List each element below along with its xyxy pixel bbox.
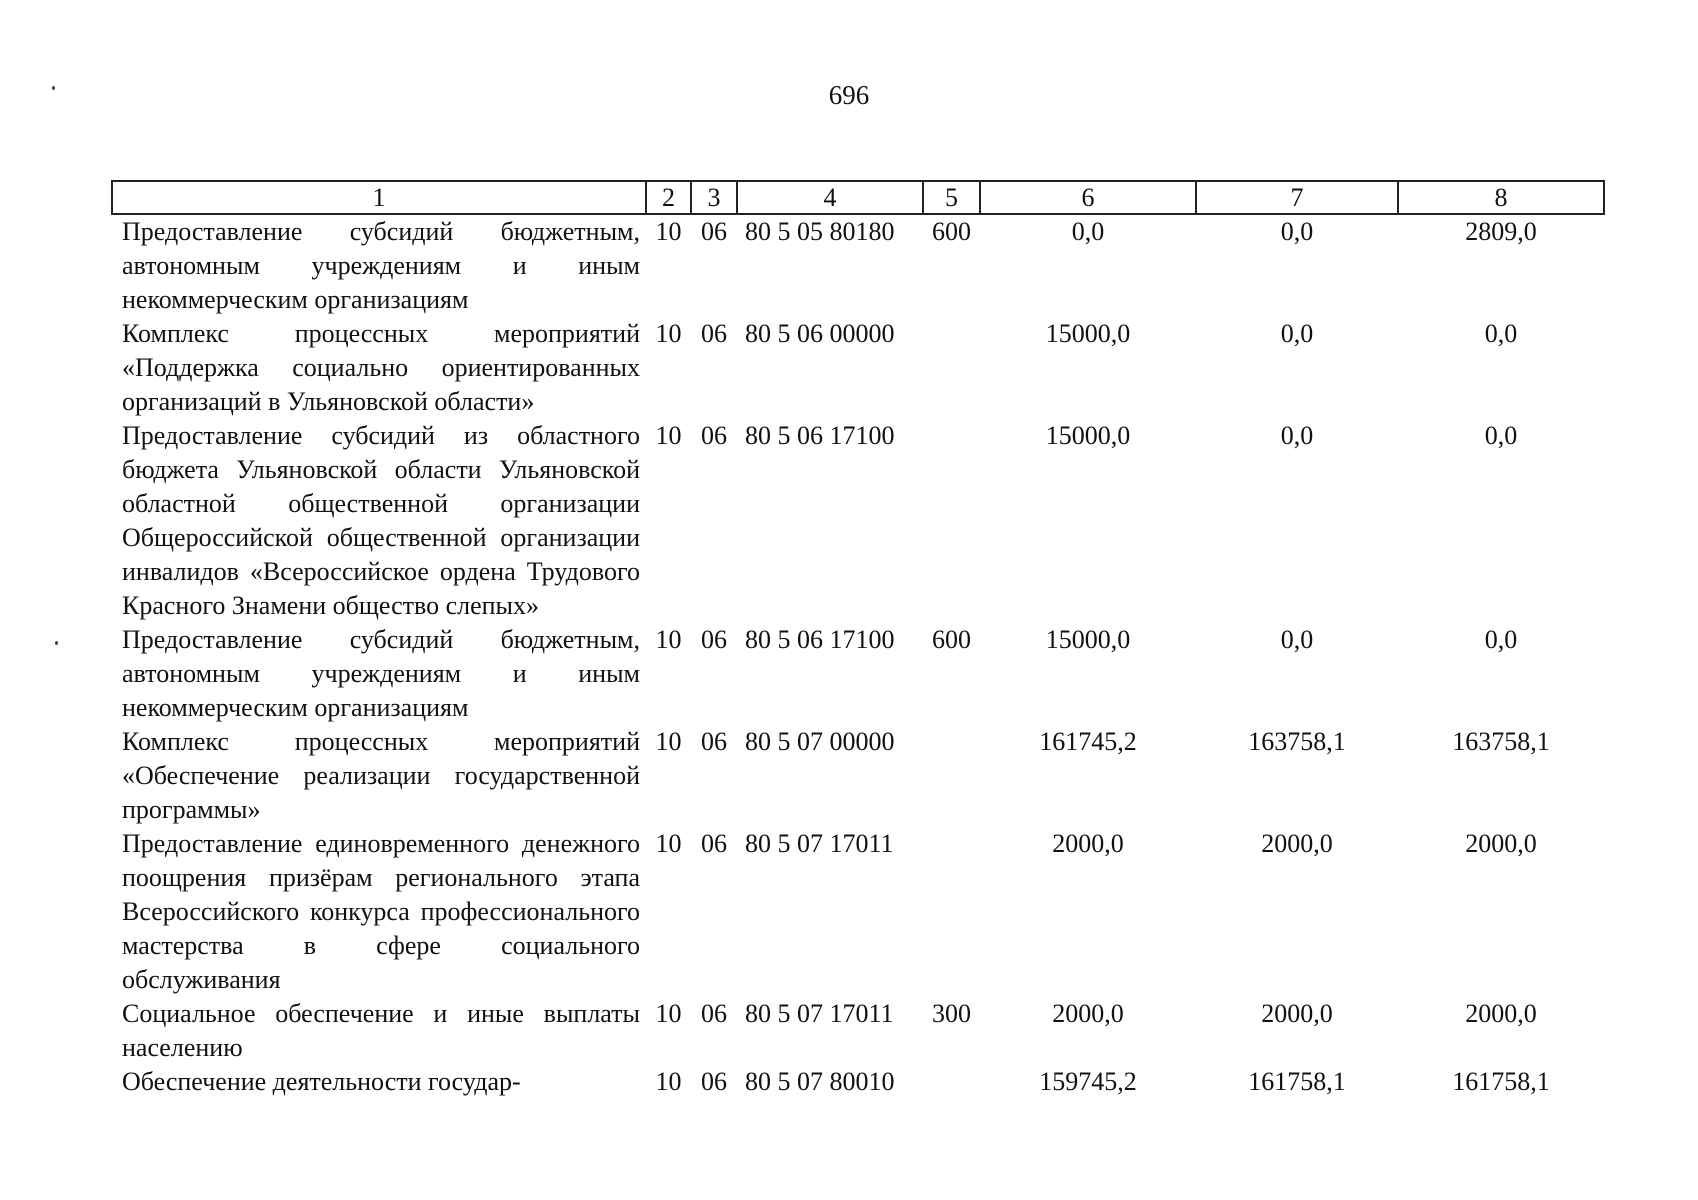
row-amount-7: 2000,0 (1261, 829, 1333, 858)
row-section: 10 (655, 1067, 682, 1096)
row-amount-8: 0,0 (1484, 421, 1518, 450)
row-subsection: 06 (701, 319, 727, 348)
row-description: Социальное обеспечение и иные выплаты населению (122, 999, 640, 1062)
column-header-2: 2 (646, 181, 691, 214)
row-expense-type (923, 317, 980, 419)
row-amount-8: 2809,0 (1465, 217, 1537, 246)
header-row (112, 181, 1604, 214)
row-expense-type: 300 (932, 999, 971, 1028)
row-amount-6: 0,0 (1071, 217, 1105, 246)
row-section: 10 (655, 829, 682, 858)
row-target-code: 80 5 06 00000 (745, 319, 895, 348)
row-target-code: 80 5 07 17011 (745, 829, 894, 858)
column-header-8: 8 (1398, 181, 1604, 214)
row-amount-7: 2000,0 (1261, 999, 1333, 1028)
row-amount-8: 0,0 (1484, 625, 1518, 654)
row-section: 10 (655, 319, 682, 348)
table-row (112, 214, 1604, 317)
row-section: 10 (655, 421, 682, 450)
row-description: Предоставление субсидий бюджетным, автономным учреждениям и иным некоммерческим организациям (122, 625, 640, 722)
table-row (112, 317, 1604, 419)
row-subsection: 06 (701, 217, 727, 246)
row-description: Предоставление субсидий из областного бюджета Ульяновской области Ульяновской областной общественной организации Общероссийской общественной организации инвалидов «Всероссийское ордена Трудового Красного Знамени общество слепых» (122, 421, 640, 620)
row-amount-7: 163758,1 (1248, 727, 1346, 756)
row-target-code: 80 5 07 80010 (745, 1067, 895, 1096)
row-subsection: 06 (701, 829, 727, 858)
column-header-3: 3 (691, 181, 737, 214)
row-section: 10 (655, 625, 682, 654)
row-amount-6: 15000,0 (1045, 625, 1131, 654)
row-expense-type (923, 419, 980, 623)
table-row (112, 997, 1604, 1065)
row-amount-6: 15000,0 (1045, 319, 1131, 348)
table-row (112, 623, 1604, 725)
column-header-6: 6 (980, 181, 1196, 214)
row-expense-type (923, 827, 980, 997)
row-description: Предоставление единовременного денежного поощрения призёрам регионального этапа Всероссийского конкурса профессионального мастерства в сфере социального обслуживания (122, 829, 640, 994)
row-subsection: 06 (701, 421, 727, 450)
row-amount-8: 161758,1 (1452, 1067, 1550, 1096)
page-number: 696 (828, 80, 870, 110)
row-target-code: 80 5 05 80180 (745, 217, 895, 246)
budget-table (111, 180, 1605, 1099)
row-amount-6: 2000,0 (1052, 999, 1124, 1028)
row-expense-type: 600 (932, 625, 971, 654)
row-amount-7: 0,0 (1280, 625, 1314, 654)
row-amount-7: 0,0 (1280, 421, 1314, 450)
row-target-code: 80 5 06 17100 (745, 625, 895, 654)
row-description: Комплекс процессных мероприятий «Поддержка социально ориентированных организаций в Ульяновской области» (122, 319, 640, 416)
table-row (112, 419, 1604, 623)
row-description: Предоставление субсидий бюджетным, автономным учреждениям и иным некоммерческим организациям (122, 217, 640, 314)
table-row (112, 1065, 1604, 1099)
row-target-code: 80 5 07 00000 (745, 727, 895, 756)
row-expense-type: 600 (932, 217, 971, 246)
row-amount-7: 0,0 (1280, 217, 1314, 246)
scan-speck (52, 86, 55, 90)
row-description: Обеспечение деятельности государ- (122, 1067, 521, 1096)
column-header-4: 4 (737, 181, 923, 214)
column-header-5: 5 (923, 181, 980, 214)
row-amount-8: 2000,0 (1465, 829, 1537, 858)
row-amount-6: 15000,0 (1045, 421, 1131, 450)
row-expense-type (923, 725, 980, 827)
column-header-7: 7 (1196, 181, 1398, 214)
row-amount-8: 2000,0 (1465, 999, 1537, 1028)
row-description: Комплекс процессных мероприятий «Обеспечение реализации государственной программы» (122, 727, 640, 824)
row-target-code: 80 5 06 17100 (745, 421, 895, 450)
table-row (112, 827, 1604, 997)
table-row (112, 725, 1604, 827)
column-header-1: 1 (112, 181, 646, 214)
row-amount-7: 0,0 (1280, 319, 1314, 348)
row-subsection: 06 (701, 727, 727, 756)
row-amount-8: 0,0 (1484, 319, 1518, 348)
row-amount-6: 159745,2 (1039, 1067, 1137, 1096)
row-subsection: 06 (701, 999, 727, 1028)
row-amount-6: 161745,2 (1039, 727, 1137, 756)
row-amount-8: 163758,1 (1452, 727, 1550, 756)
row-section: 10 (655, 727, 682, 756)
row-amount-6: 2000,0 (1052, 829, 1124, 858)
row-section: 10 (655, 999, 682, 1028)
row-subsection: 06 (701, 625, 727, 654)
row-expense-type (923, 1065, 980, 1099)
row-target-code: 80 5 07 17011 (745, 999, 894, 1028)
row-amount-7: 161758,1 (1248, 1067, 1346, 1096)
scan-speck (55, 641, 58, 645)
row-section: 10 (655, 217, 682, 246)
row-subsection: 06 (701, 1067, 727, 1096)
